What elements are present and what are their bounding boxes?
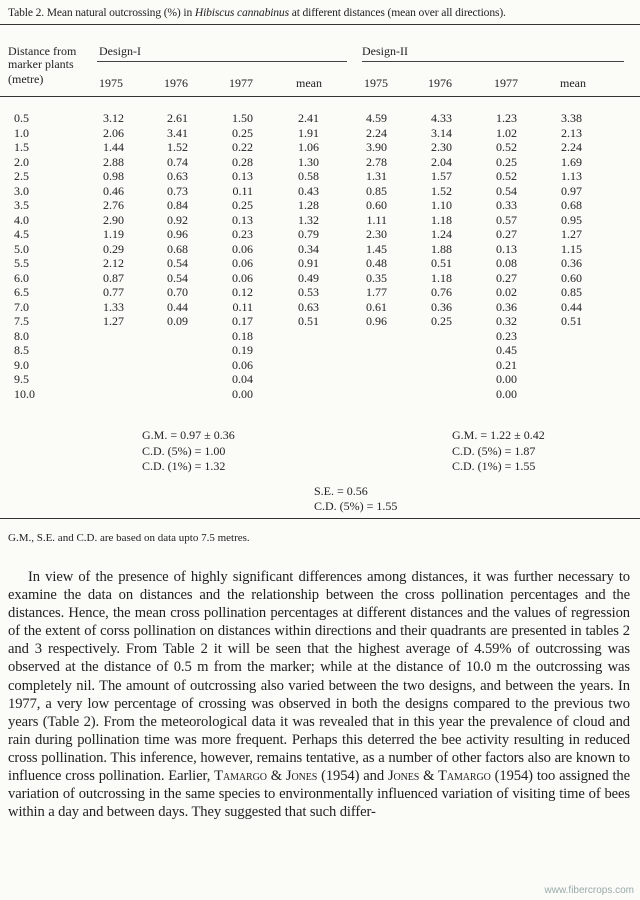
table-cell: 1.88 [431,241,452,256]
d2-year-1977-header: 1977 [494,76,518,90]
table-cell: 1.50 [232,111,253,125]
table-cell: 0.95 [561,212,582,227]
table-cell: 2.78 [366,154,387,169]
stub-header-line1: Distance from [8,44,77,58]
table-cell: 0.49 [298,270,319,285]
distance-cell: 7.5 [14,314,29,328]
table-cell: 0.17 [232,314,253,328]
table-cell: 0.70 [167,285,188,299]
stub-header-line3: (metre) [8,72,44,86]
table-cell: 2.24 [561,140,582,154]
d2-1976-column [420,111,452,329]
table-cell: 0.85 [366,183,387,198]
citation-tamargo-jones: Tamargo & Jones [214,768,318,785]
table-cell: 0.32 [496,314,517,328]
table-cell: 3.12 [103,111,124,125]
table-cell: 0.08 [496,256,517,270]
table-cell: 0.00 [232,386,253,401]
table-cell: 0.19 [232,343,253,357]
d2-cd-1: C.D. (1%) = 1.55 [452,459,536,473]
distance-cell: 3.0 [14,183,29,198]
table-cell: 1.52 [167,140,188,154]
stub-header-line2: marker plants [8,57,74,71]
table-top-rule [0,24,640,25]
distance-cell: 6.5 [14,285,29,299]
table-cell: 0.25 [232,125,253,140]
table-cell: 0.51 [431,256,452,270]
distance-cell: 2.0 [14,154,29,169]
table-cell: 0.54 [167,256,188,270]
table-cell: 0.35 [366,270,387,285]
table-cell: 0.36 [561,256,582,270]
d2-year-1975-header: 1975 [364,76,388,90]
table-cell: 1.44 [103,140,124,154]
table-cell: 1.06 [298,140,319,154]
table-cell: 0.06 [232,256,253,270]
table-cell: 0.73 [167,183,188,198]
table-cell: 0.21 [496,357,517,372]
table-cell: 0.61 [366,299,387,314]
table-cell: 0.33 [496,198,517,212]
d2-cd-5: C.D. (5%) = 1.87 [452,444,536,458]
table-cell: 0.76 [431,285,452,299]
table-cell: 0.51 [561,314,582,328]
table-cell: 0.54 [496,183,517,198]
table-cell: 0.28 [232,154,253,169]
species-name: Hibiscus cannabinus [194,6,289,19]
d1-mean-header: mean [296,76,322,90]
table-cell: 2.04 [431,154,452,169]
table-cell: 0.13 [232,212,253,227]
table-cell: 3.90 [366,140,387,154]
distance-cell: 9.5 [14,372,29,386]
table-cell: 2.76 [103,198,124,212]
table-cell: 2.30 [366,227,387,241]
d1-cd-1: C.D. (1%) = 1.32 [142,459,226,473]
table-footnote: G.M., S.E. and C.D. are based on data upto 7.5 metres. [8,532,250,544]
distance-cell: 0.5 [14,111,29,125]
d1-1976-column [156,111,188,329]
table-cell: 0.44 [167,299,188,314]
table-cell: 1.23 [496,111,517,125]
table-cell: 1.77 [366,285,387,299]
table-cell: 0.22 [232,140,253,154]
table-cell: 0.74 [167,154,188,169]
table-cell: 0.77 [103,285,124,299]
overall-cd-5: C.D. (5%) = 1.55 [314,499,398,513]
design1-rule [97,61,347,62]
table-cell: 1.31 [366,169,387,183]
table-cell: 0.12 [232,285,253,299]
table-cell: 2.24 [366,125,387,140]
table-cell: 0.06 [232,270,253,285]
table-cell: 0.13 [496,241,517,256]
table-cell: 0.96 [366,314,387,328]
table-cell: 0.06 [232,357,253,372]
d2-grand-mean: G.M. = 1.22 ± 0.42 [452,428,545,442]
distance-column [14,111,35,401]
design1-header: Design-I [99,44,141,58]
table-cell: 3.14 [431,125,452,140]
table-cell: 2.90 [103,212,124,227]
table-cell: 1.18 [431,212,452,227]
table-cell: 1.24 [431,227,452,241]
table-cell: 1.28 [298,198,319,212]
distance-cell: 9.0 [14,357,29,372]
table-cell: 0.27 [496,270,517,285]
table-cell: 1.33 [103,299,124,314]
table-cell: 0.43 [298,183,319,198]
d1-grand-mean: G.M. = 0.97 ± 0.36 [142,428,235,442]
distance-cell: 5.5 [14,256,29,270]
table-cell: 0.25 [232,198,253,212]
table-cell: 0.02 [496,285,517,299]
table-cell: 0.44 [561,299,582,314]
d2-mean-column [550,111,582,329]
table-cell: 0.84 [167,198,188,212]
d1-1977-column [221,111,253,401]
distance-cell: 2.5 [14,169,29,183]
table-cell: 2.30 [431,140,452,154]
table-cell: 0.68 [561,198,582,212]
table-caption: Table 2. Mean natural outcrossing (%) in Hibiscus cannabinus at different distances (mean over all directions). [8,6,506,19]
d2-year-1976-header: 1976 [428,76,452,90]
table-cell: 0.45 [496,343,517,357]
table-cell: 0.36 [431,299,452,314]
watermark: www.fibercrops.com [544,885,634,896]
distance-cell: 7.0 [14,299,29,314]
table-cell: 0.60 [561,270,582,285]
table-cell: 2.13 [561,125,582,140]
citation-jones-tamargo: Jones & Tamargo [387,768,491,785]
table-cell: 1.57 [431,169,452,183]
table-cell: 1.30 [298,154,319,169]
table-cell: 0.23 [496,328,517,343]
table-cell: 0.00 [496,372,517,386]
table-cell: 1.02 [496,125,517,140]
distance-cell: 3.5 [14,198,29,212]
overall-se: S.E. = 0.56 [314,484,368,498]
table-cell: 4.59 [366,111,387,125]
table-cell: 0.36 [496,299,517,314]
table-header-rule [0,96,640,97]
d2-mean-header: mean [560,76,586,90]
table-cell: 1.45 [366,241,387,256]
table-cell: 0.53 [298,285,319,299]
d1-year-1975-header: 1975 [99,76,123,90]
table-cell: 0.98 [103,169,124,183]
table-cell: 0.13 [232,169,253,183]
table-cell: 0.52 [496,169,517,183]
table-cell: 0.48 [366,256,387,270]
table-bottom-rule [0,518,640,519]
table-cell: 2.12 [103,256,124,270]
distance-cell: 1.5 [14,140,29,154]
d1-year-1977-header: 1977 [229,76,253,90]
table-cell: 0.11 [232,183,253,198]
distance-cell: 10.0 [14,386,35,401]
table-cell: 0.23 [232,227,253,241]
table-cell: 0.96 [167,227,188,241]
table-cell: 1.18 [431,270,452,285]
d1-1975-column [92,111,124,329]
distance-cell: 8.5 [14,343,29,357]
table-cell: 0.97 [561,183,582,198]
table-cell: 1.52 [431,183,452,198]
design2-rule [362,61,624,62]
table-cell: 4.33 [431,111,452,125]
distance-cell: 5.0 [14,241,29,256]
table-cell: 0.85 [561,285,582,299]
d2-1977-column [485,111,517,401]
table-cell: 0.34 [298,241,319,256]
table-cell: 0.63 [167,169,188,183]
table-cell: 0.91 [298,256,319,270]
table-cell: 0.57 [496,212,517,227]
table-cell: 0.87 [103,270,124,285]
table-cell: 0.27 [496,227,517,241]
table-cell: 0.60 [366,198,387,212]
table-cell: 1.19 [103,227,124,241]
design2-header: Design-II [362,44,408,58]
d2-1975-column [355,111,387,329]
table-cell: 0.51 [298,314,319,328]
table-cell: 0.29 [103,241,124,256]
table-cell: 0.68 [167,241,188,256]
table-cell: 1.91 [298,125,319,140]
distance-cell: 8.0 [14,328,29,343]
table-cell: 0.25 [431,314,452,328]
table-cell: 0.00 [496,386,517,401]
body-paragraph: In view of the presence of highly significant differences among distances, it was further necessary to examine the data on distances and the relationship between the cross pollination percentages and the distances. Hence, the mean cross pollination percentages at different distances and the values of regression of the extent of corss pollination on distances within directions and their quadrants are presented in tables 2 and 3 respectively. From Table 2 it will be seen that the highest average of 4.59% of outcrossing was observed at the distance of 0.5 m from the marker; while at the distance of 10.0 m the outcrossing was completely nil. The amount of outcrossing also varied between the two designs, and between the years. In 1977, a very low percentage of crossing was observed in both the designs compared to the previous two years (Table 2). From the meteorological data it was revealed that in this year the prevalence of cloud and rain during pollination time was more frequent. Perhaps this deterred the bee activity resulting in reduced cross pollination. This inference, however, remains tentative, as a number of other factors also are known to influence cross pollination. Earlier, Tamargo & Jones (1954) and Jones & Tamargo (1954) too assigned the variation of outcrossing in the same species to environmentally influenced variation of visiting time of bees within a day and between days. They suggested that such differ- [8,569,630,821]
table-cell: 1.27 [561,227,582,241]
table-cell: 3.38 [561,111,582,125]
table-cell: 2.41 [298,111,319,125]
table-cell: 3.41 [167,125,188,140]
distance-cell: 4.5 [14,227,29,241]
table-cell: 1.11 [366,212,387,227]
table-cell: 0.63 [298,299,319,314]
d1-cd-5: C.D. (5%) = 1.00 [142,444,226,458]
table-cell: 1.15 [561,241,582,256]
table-cell: 1.32 [298,212,319,227]
table-cell: 0.11 [232,299,253,314]
table-cell: 1.13 [561,169,582,183]
table-cell: 0.18 [232,328,253,343]
table-cell: 0.25 [496,154,517,169]
table-cell: 0.58 [298,169,319,183]
table-cell: 2.88 [103,154,124,169]
d1-year-1976-header: 1976 [164,76,188,90]
table-cell: 1.10 [431,198,452,212]
table-cell: 0.04 [232,372,253,386]
table-cell: 0.09 [167,314,188,328]
table-cell: 0.06 [232,241,253,256]
d1-mean-column [287,111,319,329]
table-cell: 1.27 [103,314,124,328]
table-cell: 0.92 [167,212,188,227]
distance-cell: 6.0 [14,270,29,285]
table-cell: 2.61 [167,111,188,125]
table-cell: 0.79 [298,227,319,241]
table-cell: 0.46 [103,183,124,198]
table-cell: 2.06 [103,125,124,140]
table-cell: 1.69 [561,154,582,169]
table-cell: 0.54 [167,270,188,285]
distance-cell: 1.0 [14,125,29,140]
distance-cell: 4.0 [14,212,29,227]
table-cell: 0.52 [496,140,517,154]
